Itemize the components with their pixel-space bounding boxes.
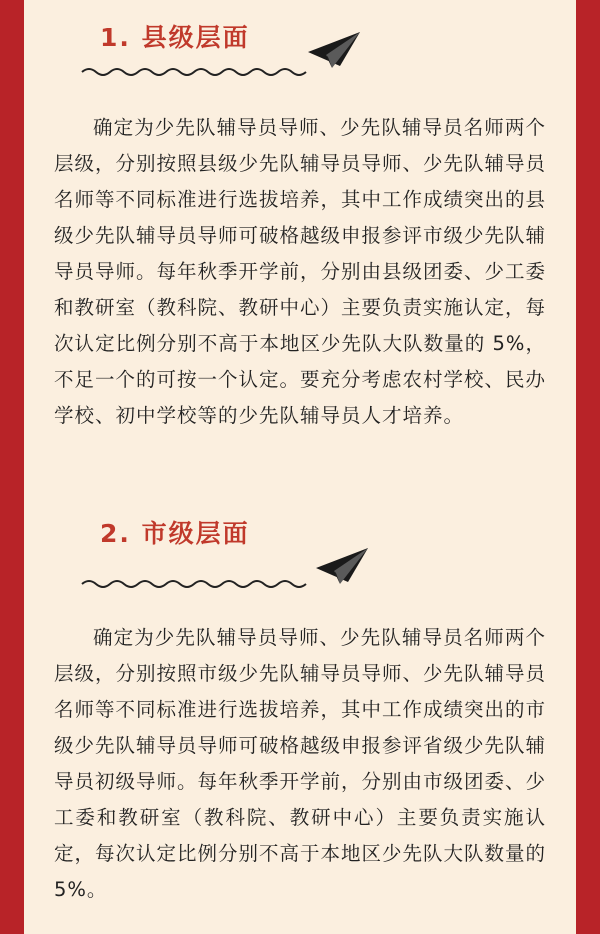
document-content — [24, 0, 576, 934]
section-1-heading: 1. 县级层面 — [100, 23, 250, 52]
wavy-divider — [80, 64, 310, 80]
right-red-border — [576, 0, 600, 934]
section-1-body: 确定为少先队辅导员导师、少先队辅导员名师两个层级，分别按照县级少先队辅导员导师、少先队辅导员名师等不同标准进行选拔培养，其中工作成绩突出的县级少先队辅导员导师可破格越级申报参评市级少先队辅导员导师。每年秋季开学前，分别由县级团委、少工委和教研室（教科院、教研中心）主要负责实施认定，每次认定比例分别不高于本地区少先队大队数量的 5%，不足一个的可按一个认定。要充分考虑农村学校、民办学校、初中学校等的少先队辅导员人才培养。 — [54, 116, 547, 427]
paper-plane-icon — [314, 546, 370, 586]
left-red-border — [0, 0, 24, 934]
wavy-divider — [80, 576, 310, 592]
paper-plane-icon — [306, 30, 362, 70]
section-2-heading: 2. 市级层面 — [100, 519, 250, 548]
section-2-body: 确定为少先队辅导员导师、少先队辅导员名师两个层级，分别按照市级少先队辅导员导师、少先队辅导员名师等不同标准进行选拔培养，其中工作成绩突出的市级少先队辅导员导师可破格越级申报参评省级少先队辅导员初级导师。每年秋季开学前，分别由市级团委、少工委和教研室（教科院、教研中心）主要负责实施认定，每次认定比例分别不高于本地区少先队大队数量的 5%。 — [54, 626, 547, 901]
